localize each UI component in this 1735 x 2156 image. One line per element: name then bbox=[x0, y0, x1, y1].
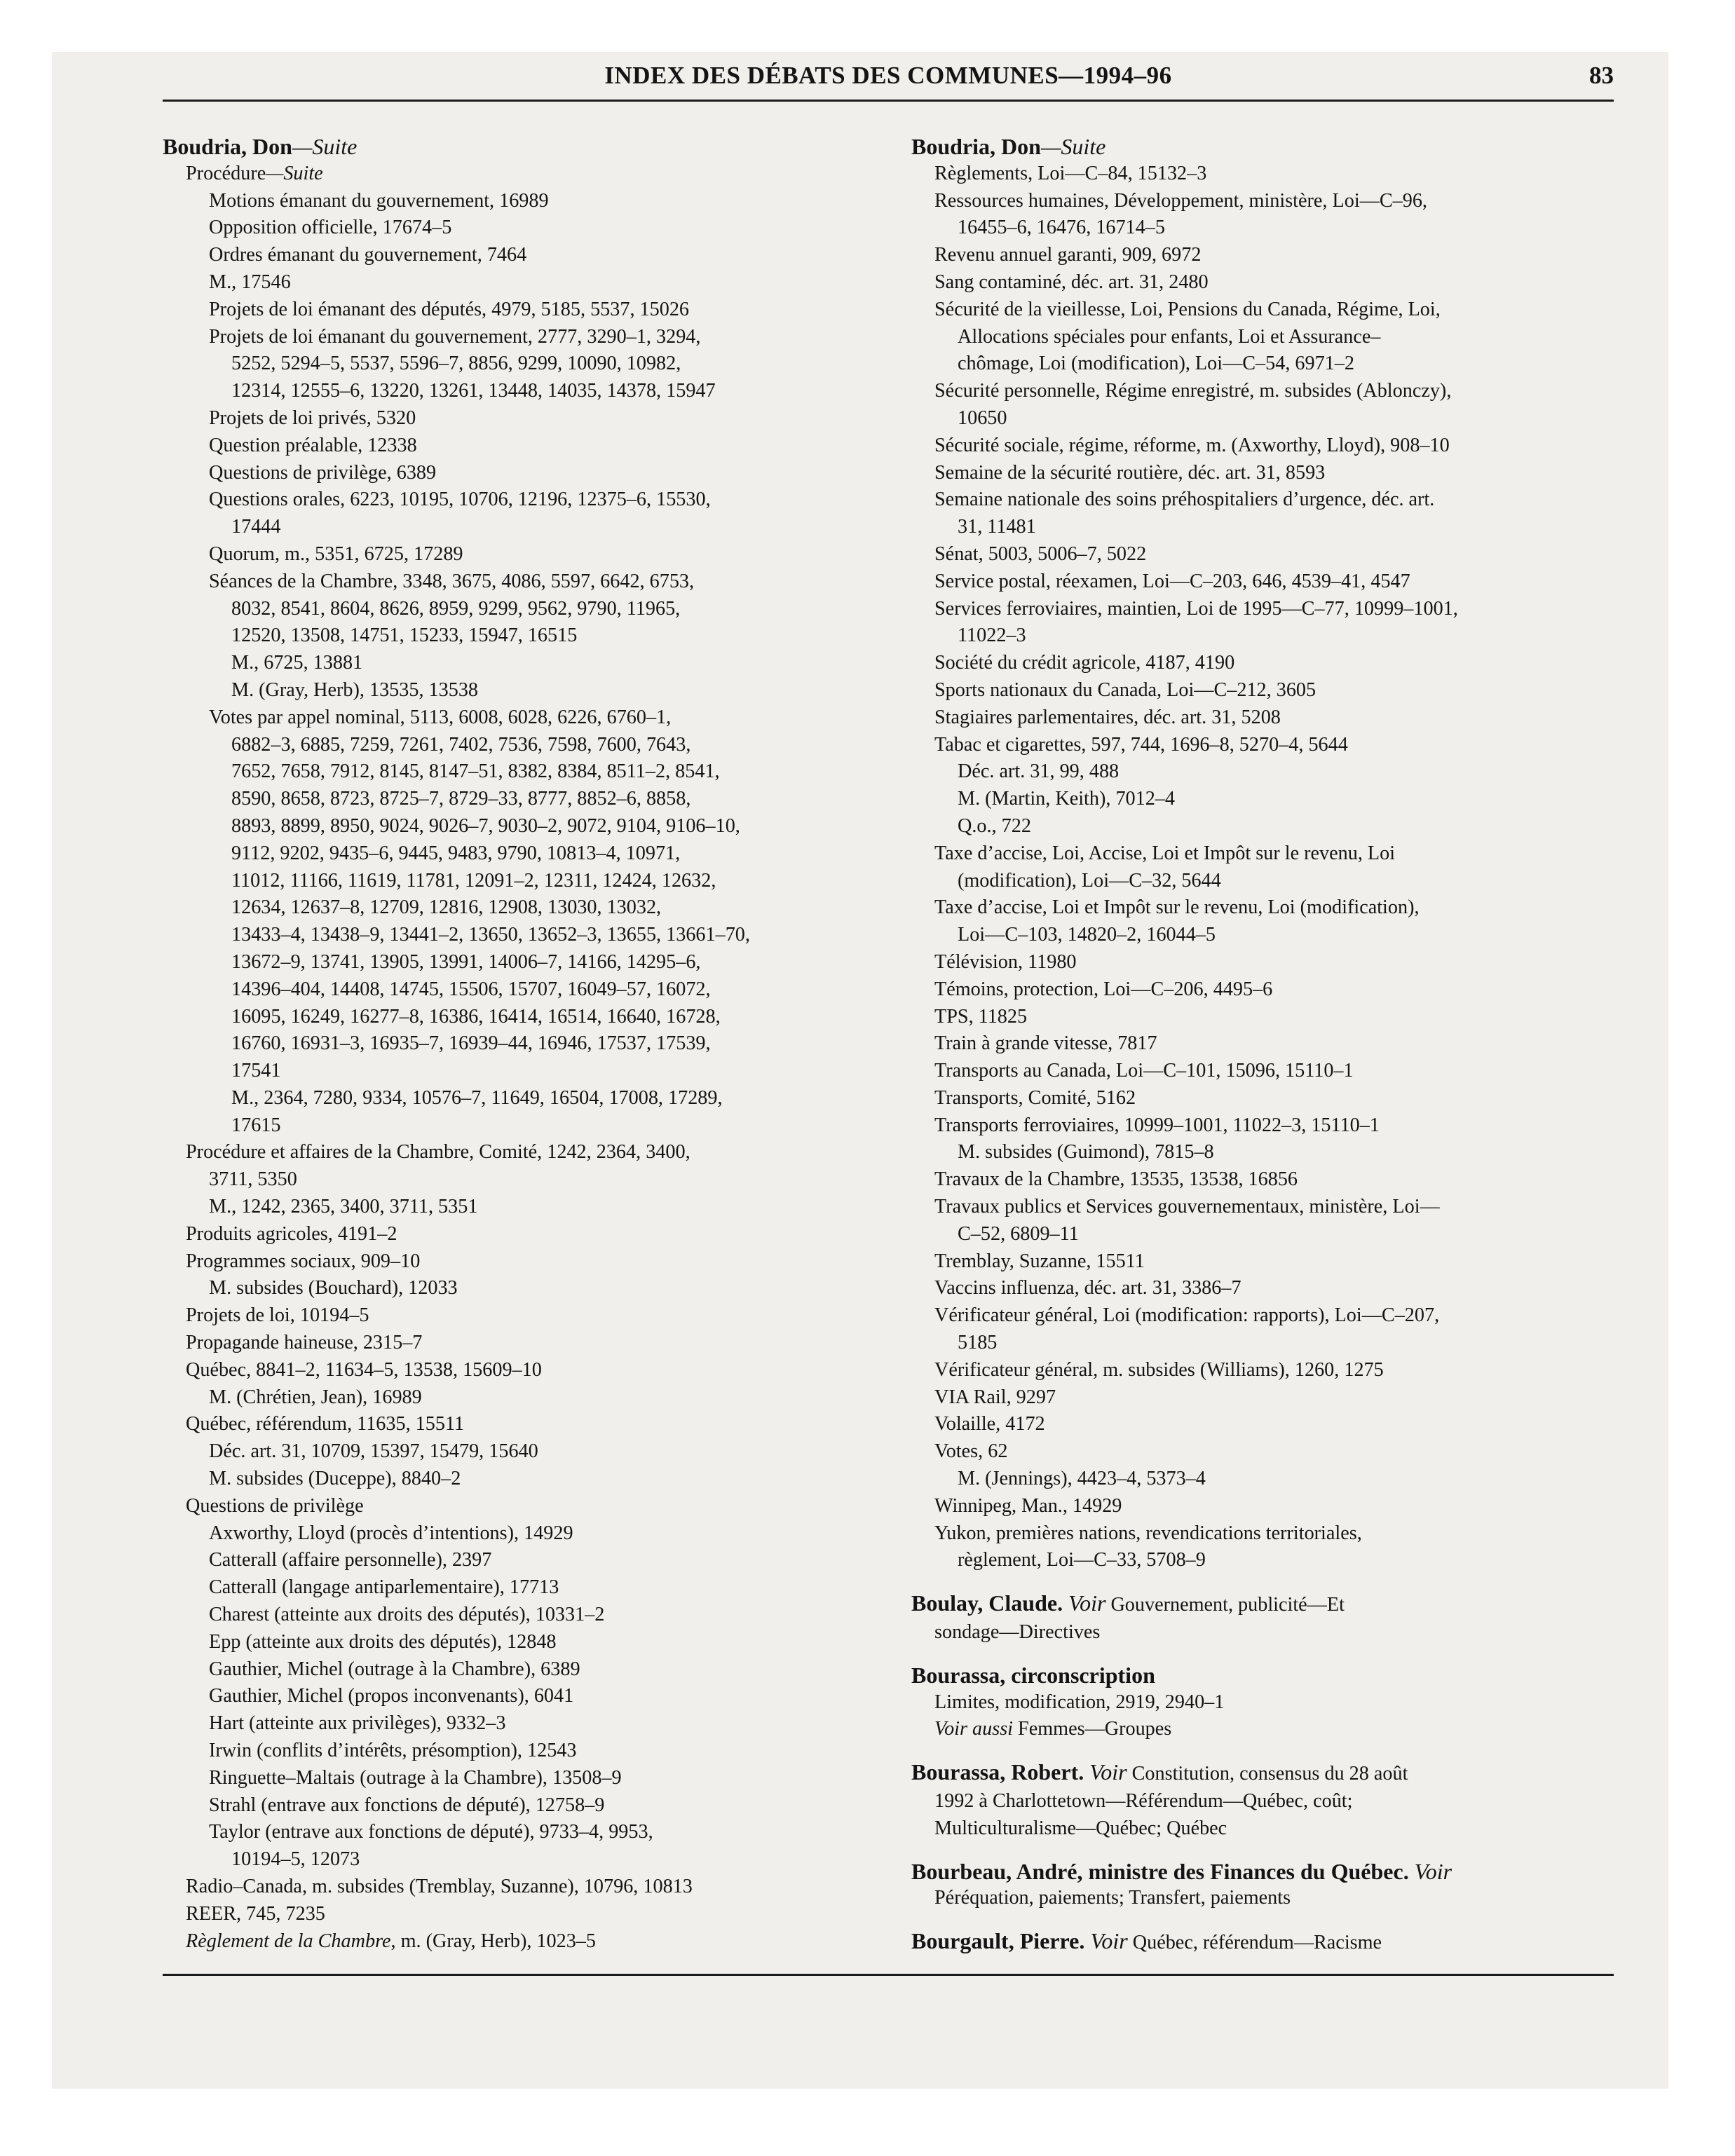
index-entry bbox=[163, 1194, 871, 1221]
italic-term: Voir aussi bbox=[934, 1718, 1013, 1740]
entry-text: Boulay, Claude. bbox=[911, 1590, 1063, 1616]
entry-text: Vaccins influenza, déc. art. 31, 3386–7 bbox=[934, 1277, 1241, 1299]
entry-text: Procédure bbox=[186, 162, 266, 184]
entry-text: Volaille, 4172 bbox=[934, 1413, 1045, 1435]
entry-text: Radio–Canada, m. subsides (Tremblay, Suzanne), 10796, 10813 bbox=[186, 1876, 693, 1897]
entry-text: 13672–9, 13741, 13905, 13991, 14006–7, 14166, 14295–6, bbox=[231, 950, 701, 973]
entry-text: , m. (Gray, Herb), 1023–5 bbox=[390, 1930, 596, 1952]
entry-text: 16455–6, 16476, 16714–5 bbox=[958, 217, 1165, 239]
index-entry bbox=[163, 1629, 871, 1656]
entry-text: 16095, 16249, 16277–8, 16386, 16414, 16514, 16640, 16728, bbox=[231, 1005, 721, 1028]
entry-text: Stagiaires parlementaires, déc. art. 31, 5208 bbox=[934, 706, 1281, 728]
entry-text: Bourbeau, André, ministre des Finances du Québec. bbox=[911, 1858, 1409, 1884]
entry-text: TPS, 11825 bbox=[934, 1005, 1028, 1028]
entry-text: Service postal, réexamen, Loi—C–203, 646, 4539–41, 4547 bbox=[934, 570, 1410, 592]
index-entry bbox=[163, 1166, 871, 1194]
entry-text: Tremblay, Suzanne, 15511 bbox=[934, 1250, 1145, 1272]
index-heading bbox=[911, 1590, 1619, 1619]
index-entry bbox=[911, 1139, 1619, 1166]
entry-text: sondage—Directives bbox=[934, 1621, 1101, 1644]
index-entry bbox=[163, 1901, 871, 1928]
entry-text: Travaux de la Chambre, 13535, 13538, 16856 bbox=[934, 1168, 1298, 1191]
entry-text: 14396–404, 14408, 14745, 15506, 15707, 16049–57, 16072, bbox=[231, 978, 711, 1000]
entry-text: Semaine nationale des soins préhospitaliers d’urgence, déc. art. bbox=[934, 489, 1435, 511]
cross-reference-text: Constitution, consensus du 28 août bbox=[1127, 1763, 1408, 1785]
index-entry bbox=[911, 677, 1619, 704]
index-entry bbox=[163, 432, 871, 460]
entry-text: Québec, 8841–2, 11634–5, 13538, 15609–10 bbox=[186, 1358, 542, 1381]
entry-text: règlement, Loi—C–33, 5708–9 bbox=[958, 1549, 1206, 1571]
index-entry bbox=[911, 188, 1619, 215]
index-heading bbox=[911, 133, 1619, 161]
entry-text: Ordres émanant du gouvernement, 7464 bbox=[209, 244, 527, 266]
index-entry bbox=[163, 568, 871, 596]
entry-text: Projets de loi émanant du gouvernement, 2777, 3290–1, 3294, bbox=[209, 325, 701, 348]
index-entry bbox=[163, 677, 871, 704]
entry-text: Boudria, Don bbox=[163, 134, 292, 159]
index-entry bbox=[163, 486, 871, 514]
entry-text: Questions orales, 6223, 10195, 10706, 12196, 12375–6, 15530, bbox=[209, 489, 711, 511]
entry-text: Taylor (entrave aux fonctions de député), 9733–4, 9953, bbox=[209, 1821, 653, 1843]
index-entry bbox=[163, 1302, 871, 1330]
index-entry bbox=[911, 1788, 1619, 1815]
entry-text: Témoins, protection, Loi—C–206, 4495–6 bbox=[934, 978, 1273, 1000]
cross-reference-text: Québec, référendum—Racisme bbox=[1127, 1932, 1382, 1954]
index-entry bbox=[911, 324, 1619, 351]
entry-text: M. subsides (Bouchard), 12033 bbox=[209, 1277, 458, 1299]
entry-text: Ressources humaines, Développement, ministère, Loi—C–96, bbox=[934, 189, 1427, 212]
entry-text: Charest (atteinte aux droits des députés), 10331–2 bbox=[209, 1604, 605, 1626]
entry-text: 5185 bbox=[958, 1332, 998, 1354]
entry-text: Question préalable, 12338 bbox=[209, 434, 417, 456]
entry-text: VIA Rail, 9297 bbox=[934, 1386, 1056, 1408]
index-entry bbox=[163, 188, 871, 215]
index-entry bbox=[163, 1874, 871, 1901]
index-entry bbox=[163, 1248, 871, 1276]
index-entry bbox=[163, 1466, 871, 1493]
index-entry bbox=[163, 514, 871, 541]
index-entry bbox=[911, 840, 1619, 868]
entry-text: 3711, 5350 bbox=[209, 1168, 297, 1191]
index-entry bbox=[163, 1275, 871, 1302]
index-entry bbox=[911, 1815, 1619, 1843]
index-entry bbox=[163, 786, 871, 813]
entry-text: C–52, 6809–11 bbox=[958, 1222, 1079, 1245]
entry-text: Boudria, Don bbox=[911, 134, 1041, 159]
index-entry bbox=[911, 405, 1619, 432]
entry-text: M. (Martin, Keith), 7012–4 bbox=[958, 788, 1176, 810]
entry-text: 17541 bbox=[231, 1060, 281, 1082]
entry-text: Sports nationaux du Canada, Loi—C–212, 3605 bbox=[934, 678, 1316, 701]
index-entry bbox=[163, 1765, 871, 1792]
entry-text: Sénat, 5003, 5006–7, 5022 bbox=[934, 543, 1147, 565]
index-entry bbox=[911, 269, 1619, 296]
voir-reference: Voir bbox=[1084, 1759, 1127, 1785]
index-entry bbox=[911, 758, 1619, 786]
entry-text: Société du crédit agricole, 4187, 4190 bbox=[934, 652, 1235, 674]
entry-text: Revenu annuel garanti, 909, 6972 bbox=[934, 244, 1202, 266]
index-entry bbox=[911, 704, 1619, 732]
index-entry bbox=[163, 350, 871, 378]
entry-text: Sécurité de la vieillesse, Loi, Pensions du Canada, Régime, Loi, bbox=[934, 298, 1441, 320]
entry-text: Gauthier, Michel (outrage à la Chambre), 6389 bbox=[209, 1658, 580, 1680]
entry-text: Vérificateur général, m. subsides (Williams), 1260, 1275 bbox=[934, 1358, 1384, 1381]
entry-text: Hart (atteinte aux privilèges), 9332–3 bbox=[209, 1712, 506, 1735]
left-index-column bbox=[163, 133, 871, 1955]
index-entry bbox=[911, 786, 1619, 813]
entry-text: Bourgault, Pierre. bbox=[911, 1928, 1085, 1954]
index-heading bbox=[911, 1928, 1619, 1957]
entry-text: Déc. art. 31, 99, 488 bbox=[958, 760, 1120, 783]
index-entry bbox=[911, 1520, 1619, 1548]
footer-rule bbox=[163, 1974, 1614, 1976]
index-entry bbox=[163, 1547, 871, 1574]
entry-text: Allocations spéciales pour enfants, Loi et Assurance– bbox=[958, 325, 1381, 348]
index-entry bbox=[163, 242, 871, 269]
index-entry bbox=[163, 868, 871, 895]
index-entry bbox=[163, 1928, 871, 1956]
index-entry bbox=[163, 732, 871, 759]
entry-text: Yukon, premières nations, revendications territoriales, bbox=[934, 1522, 1362, 1544]
entry-text: Train à grande vitesse, 7817 bbox=[934, 1032, 1157, 1055]
entry-text: Axworthy, Lloyd (procès d’intentions), 14929 bbox=[209, 1522, 573, 1544]
entry-text: Taxe d’accise, Loi, Accise, Loi et Impôt sur le revenu, Loi bbox=[934, 842, 1396, 864]
entry-text: 11022–3 bbox=[958, 625, 1026, 647]
entry-text: 8893, 8899, 8950, 9024, 9026–7, 9030–2, 9072, 9104, 9106–10, bbox=[231, 814, 740, 837]
entry-text: Semaine de la sécurité routière, déc. art. 31, 8593 bbox=[934, 461, 1326, 484]
index-entry bbox=[163, 1520, 871, 1548]
suite-marker: —Suite bbox=[292, 134, 358, 159]
index-entry bbox=[911, 1466, 1619, 1493]
index-entry bbox=[163, 1221, 871, 1248]
entry-text: 8590, 8658, 8723, 8725–7, 8729–33, 8777, 8852–6, 8858, bbox=[231, 788, 691, 810]
index-entry bbox=[911, 1689, 1619, 1717]
entry-text: chômage, Loi (modification), Loi—C–54, 6971–2 bbox=[958, 353, 1354, 375]
index-entry bbox=[911, 514, 1619, 541]
entry-text: Séances de la Chambre, 3348, 3675, 4086, 5597, 6642, 6753, bbox=[209, 570, 695, 592]
index-entry bbox=[911, 894, 1619, 922]
index-entry bbox=[911, 378, 1619, 405]
index-entry bbox=[911, 432, 1619, 460]
entry-text: M. (Gray, Herb), 13535, 13538 bbox=[231, 678, 479, 701]
entry-text: M., 2364, 7280, 9334, 10576–7, 11649, 16504, 17008, 17289, bbox=[231, 1086, 723, 1109]
index-entry bbox=[911, 161, 1619, 188]
entry-text: 13433–4, 13438–9, 13441–2, 13650, 13652–3, 13655, 13661–70, bbox=[231, 924, 750, 946]
voir-reference: Voir bbox=[1408, 1858, 1452, 1884]
index-entry bbox=[911, 1221, 1619, 1248]
index-entry bbox=[163, 1683, 871, 1710]
index-entry bbox=[911, 976, 1619, 1004]
entry-text: Transports, Comité, 5162 bbox=[934, 1086, 1136, 1109]
index-entry bbox=[911, 596, 1619, 623]
entry-text: Questions de privilège, 6389 bbox=[209, 461, 437, 484]
entry-text: M. (Jennings), 4423–4, 5373–4 bbox=[958, 1468, 1206, 1490]
index-entry bbox=[911, 1330, 1619, 1357]
entry-text: 10650 bbox=[958, 407, 1007, 429]
entry-text: 31, 11481 bbox=[958, 516, 1036, 538]
index-entry bbox=[163, 1574, 871, 1602]
index-entry bbox=[911, 1194, 1619, 1221]
entry-text: Bourassa, circonscription bbox=[911, 1662, 1155, 1688]
index-entry bbox=[163, 1710, 871, 1738]
entry-text: Gauthier, Michel (propos inconvenants), 6041 bbox=[209, 1685, 574, 1707]
entry-text: 8032, 8541, 8604, 8626, 8959, 9299, 9562, 9790, 11965, bbox=[231, 597, 681, 620]
entry-text: Taxe d’accise, Loi et Impôt sur le revenu, Loi (modification), bbox=[934, 896, 1420, 919]
index-entry bbox=[163, 1030, 871, 1058]
index-entry bbox=[163, 622, 871, 650]
entry-text: Projets de loi, 10194–5 bbox=[186, 1304, 369, 1327]
index-entry bbox=[911, 568, 1619, 596]
index-entry bbox=[163, 405, 871, 432]
entry-text: Services ferroviaires, maintien, Loi de 1995—C–77, 10999–1001, bbox=[934, 597, 1458, 620]
index-entry bbox=[911, 1411, 1619, 1438]
index-heading bbox=[911, 1858, 1619, 1885]
index-entry bbox=[911, 1085, 1619, 1112]
index-entry bbox=[911, 541, 1619, 568]
index-entry bbox=[163, 894, 871, 922]
index-entry bbox=[163, 1085, 871, 1112]
index-entry bbox=[163, 1602, 871, 1629]
entry-text: M. subsides (Duceppe), 8840–2 bbox=[209, 1468, 461, 1490]
index-entry bbox=[911, 1058, 1619, 1085]
index-entry bbox=[163, 704, 871, 732]
entry-text: Projets de loi privés, 5320 bbox=[209, 407, 416, 429]
index-entry bbox=[163, 1819, 871, 1846]
entry-text: Procédure et affaires de la Chambre, Comité, 1242, 2364, 3400, bbox=[186, 1141, 690, 1164]
entry-text: Bourassa, Robert. bbox=[911, 1759, 1084, 1785]
entry-text: 16760, 16931–3, 16935–7, 16939–44, 16946, 17537, 17539, bbox=[231, 1032, 711, 1055]
index-entry bbox=[163, 596, 871, 623]
index-entry bbox=[911, 1030, 1619, 1058]
cross-reference-text: Gouvernement, publicité—Et bbox=[1105, 1594, 1345, 1616]
index-entry bbox=[911, 868, 1619, 895]
index-entry bbox=[163, 1411, 871, 1438]
index-entry bbox=[163, 922, 871, 949]
entry-text: Travaux publics et Services gouvernementaux, ministère, Loi— bbox=[934, 1196, 1440, 1218]
header-title: INDEX DES DÉBATS DES COMMUNES—1994–96 bbox=[604, 62, 1172, 89]
entry-text: Votes par appel nominal, 5113, 6008, 6028, 6226, 6760–1, bbox=[209, 706, 672, 728]
index-entry bbox=[163, 1656, 871, 1684]
entry-text: Transports ferroviaires, 10999–1001, 11022–3, 15110–1 bbox=[934, 1114, 1380, 1136]
index-entry bbox=[911, 486, 1619, 514]
index-entry bbox=[911, 1166, 1619, 1194]
index-entry bbox=[163, 1139, 871, 1166]
index-entry bbox=[163, 840, 871, 868]
index-entry bbox=[163, 1493, 871, 1520]
entry-text: M., 6725, 13881 bbox=[231, 652, 363, 674]
entry-text: M. subsides (Guimond), 7815–8 bbox=[958, 1141, 1214, 1164]
index-entry bbox=[163, 650, 871, 677]
entry-text: Télévision, 11980 bbox=[934, 950, 1077, 973]
index-entry bbox=[911, 1885, 1619, 1912]
index-entry bbox=[911, 296, 1619, 324]
entry-text: M., 17546 bbox=[209, 271, 291, 293]
index-entry bbox=[911, 1438, 1619, 1466]
entry-text: 10194–5, 12073 bbox=[231, 1848, 360, 1871]
index-entry bbox=[911, 1547, 1619, 1574]
entry-text: Questions de privilège bbox=[186, 1494, 364, 1517]
entry-text: M. (Chrétien, Jean), 16989 bbox=[209, 1386, 422, 1408]
index-entry bbox=[911, 460, 1619, 487]
index-entry bbox=[163, 1357, 871, 1384]
index-heading bbox=[911, 1759, 1619, 1788]
index-heading bbox=[911, 1662, 1619, 1689]
entry-text: Catterall (langage antiparlementaire), 17713 bbox=[209, 1576, 559, 1599]
index-entry bbox=[911, 622, 1619, 650]
entry-text: 12314, 12555–6, 13220, 13261, 13448, 14035, 14378, 15947 bbox=[231, 380, 716, 402]
entry-text: Epp (atteinte aux droits des députés), 12848 bbox=[209, 1630, 557, 1653]
index-entry bbox=[911, 1248, 1619, 1276]
index-entry bbox=[163, 1004, 871, 1031]
index-entry bbox=[163, 324, 871, 351]
index-entry bbox=[163, 214, 871, 242]
index-entry bbox=[163, 813, 871, 840]
entry-text: 9112, 9202, 9435–6, 9445, 9483, 9790, 10813–4, 10971, bbox=[231, 842, 681, 864]
entry-text: 11012, 11166, 11619, 11781, 12091–2, 12311, 12424, 12632, bbox=[231, 869, 716, 892]
entry-text: 7652, 7658, 7912, 8145, 8147–51, 8382, 8384, 8511–2, 8541, bbox=[231, 760, 720, 783]
index-entry bbox=[911, 650, 1619, 677]
entry-text: Q.o., 722 bbox=[958, 814, 1031, 837]
index-entry bbox=[163, 296, 871, 324]
index-entry bbox=[911, 1716, 1619, 1743]
index-entry bbox=[163, 460, 871, 487]
index-heading bbox=[163, 133, 871, 161]
entry-text: 17615 bbox=[231, 1114, 281, 1136]
entry-text: Winnipeg, Man., 14929 bbox=[934, 1494, 1122, 1517]
right-index-column bbox=[911, 133, 1619, 1957]
index-entry bbox=[163, 1738, 871, 1765]
index-entry bbox=[163, 269, 871, 296]
index-entry bbox=[163, 1384, 871, 1412]
entry-text: 12520, 13508, 14751, 15233, 15947, 16515 bbox=[231, 625, 578, 647]
index-entry bbox=[911, 1302, 1619, 1330]
index-entry bbox=[911, 1275, 1619, 1302]
index-entry bbox=[911, 350, 1619, 378]
page-number: 83 bbox=[1589, 62, 1614, 89]
entry-text: 12634, 12637–8, 12709, 12816, 12908, 13030, 13032, bbox=[231, 896, 662, 919]
entry-text: Loi—C–103, 14820–2, 16044–5 bbox=[958, 924, 1216, 946]
entry-text: Propagande haineuse, 2315–7 bbox=[186, 1332, 423, 1354]
entry-text: 1992 à Charlottetown—Référendum—Québec, coût; bbox=[934, 1790, 1353, 1813]
voir-reference: Voir bbox=[1063, 1590, 1106, 1616]
entry-text: Produits agricoles, 4191–2 bbox=[186, 1222, 397, 1245]
entry-text: Ringuette–Maltais (outrage à la Chambre), 13508–9 bbox=[209, 1766, 622, 1789]
index-entry bbox=[911, 922, 1619, 949]
entry-text: Quorum, m., 5351, 6725, 17289 bbox=[209, 543, 463, 565]
entry-text: Péréquation, paiements; Transfert, paiements bbox=[934, 1887, 1291, 1909]
index-entry bbox=[163, 378, 871, 405]
index-entry bbox=[163, 1792, 871, 1820]
index-entry bbox=[163, 976, 871, 1004]
entry-text: Limites, modification, 2919, 2940–1 bbox=[934, 1691, 1225, 1713]
entry-text: Sécurité personnelle, Régime enregistré, m. subsides (Ablonczy), bbox=[934, 380, 1452, 402]
entry-text: Québec, référendum, 11635, 15511 bbox=[186, 1413, 465, 1435]
entry-text: 6882–3, 6885, 7259, 7261, 7402, 7536, 7598, 7600, 7643, bbox=[231, 733, 691, 756]
entry-text: Strahl (entrave aux fonctions de député), 12758–9 bbox=[209, 1794, 605, 1816]
index-entry bbox=[911, 1357, 1619, 1384]
index-entry bbox=[911, 1004, 1619, 1031]
suite-marker: —Suite bbox=[266, 162, 323, 184]
entry-text: Opposition officielle, 17674–5 bbox=[209, 217, 452, 239]
entry-text: REER, 745, 7235 bbox=[186, 1902, 325, 1925]
entry-text: Catterall (affaire personnelle), 2397 bbox=[209, 1549, 492, 1571]
header-rule bbox=[163, 100, 1614, 102]
entry-text: Irwin (conflits d’intérêts, présomption), 12543 bbox=[209, 1740, 577, 1762]
index-entry bbox=[911, 732, 1619, 759]
index-entry bbox=[911, 214, 1619, 242]
entry-text: Projets de loi émanant des députés, 4979, 5185, 5537, 15026 bbox=[209, 298, 690, 320]
index-entry bbox=[911, 949, 1619, 976]
entry-text: 17444 bbox=[231, 516, 281, 538]
entry-text: Tabac et cigarettes, 597, 744, 1696–8, 5270–4, 5644 bbox=[934, 733, 1348, 756]
index-entry bbox=[163, 949, 871, 976]
index-entry bbox=[911, 1619, 1619, 1646]
index-entry bbox=[163, 1438, 871, 1466]
index-entry bbox=[163, 1330, 871, 1357]
italic-term: Règlement de la Chambre bbox=[186, 1930, 391, 1952]
index-entry bbox=[911, 1384, 1619, 1412]
entry-text: Multiculturalisme—Québec; Québec bbox=[934, 1817, 1227, 1839]
entry-text: Sécurité sociale, régime, réforme, m. (Axworthy, Lloyd), 908–10 bbox=[934, 434, 1450, 456]
suite-marker: —Suite bbox=[1040, 134, 1106, 159]
entry-text: Motions émanant du gouvernement, 16989 bbox=[209, 189, 549, 212]
entry-text: (modification), Loi—C–32, 5644 bbox=[958, 869, 1221, 892]
index-entry bbox=[163, 541, 871, 568]
index-entry bbox=[163, 161, 871, 188]
index-entry bbox=[911, 1493, 1619, 1520]
entry-text: Déc. art. 31, 10709, 15397, 15479, 15640 bbox=[209, 1440, 538, 1463]
voir-reference: Voir bbox=[1084, 1928, 1128, 1954]
index-entry bbox=[911, 242, 1619, 269]
entry-text: Sang contaminé, déc. art. 31, 2480 bbox=[934, 271, 1209, 293]
index-entry bbox=[163, 1058, 871, 1085]
entry-text: M., 1242, 2365, 3400, 3711, 5351 bbox=[209, 1196, 478, 1218]
entry-text: Vérificateur général, Loi (modification: rapports), Loi—C–207, bbox=[934, 1304, 1440, 1327]
entry-text: 5252, 5294–5, 5537, 5596–7, 8856, 9299, 10090, 10982, bbox=[231, 353, 681, 375]
index-entry bbox=[163, 1846, 871, 1874]
index-entry bbox=[163, 758, 871, 786]
index-entry bbox=[911, 813, 1619, 840]
entry-text: Règlements, Loi—C–84, 15132–3 bbox=[934, 162, 1207, 184]
entry-text: Votes, 62 bbox=[934, 1440, 1008, 1463]
entry-text: Transports au Canada, Loi—C–101, 15096, 15110–1 bbox=[934, 1060, 1354, 1082]
index-entry bbox=[911, 1112, 1619, 1140]
entry-text: Femmes—Groupes bbox=[1013, 1718, 1172, 1740]
index-entry bbox=[163, 1112, 871, 1140]
entry-text: Programmes sociaux, 909–10 bbox=[186, 1250, 421, 1272]
